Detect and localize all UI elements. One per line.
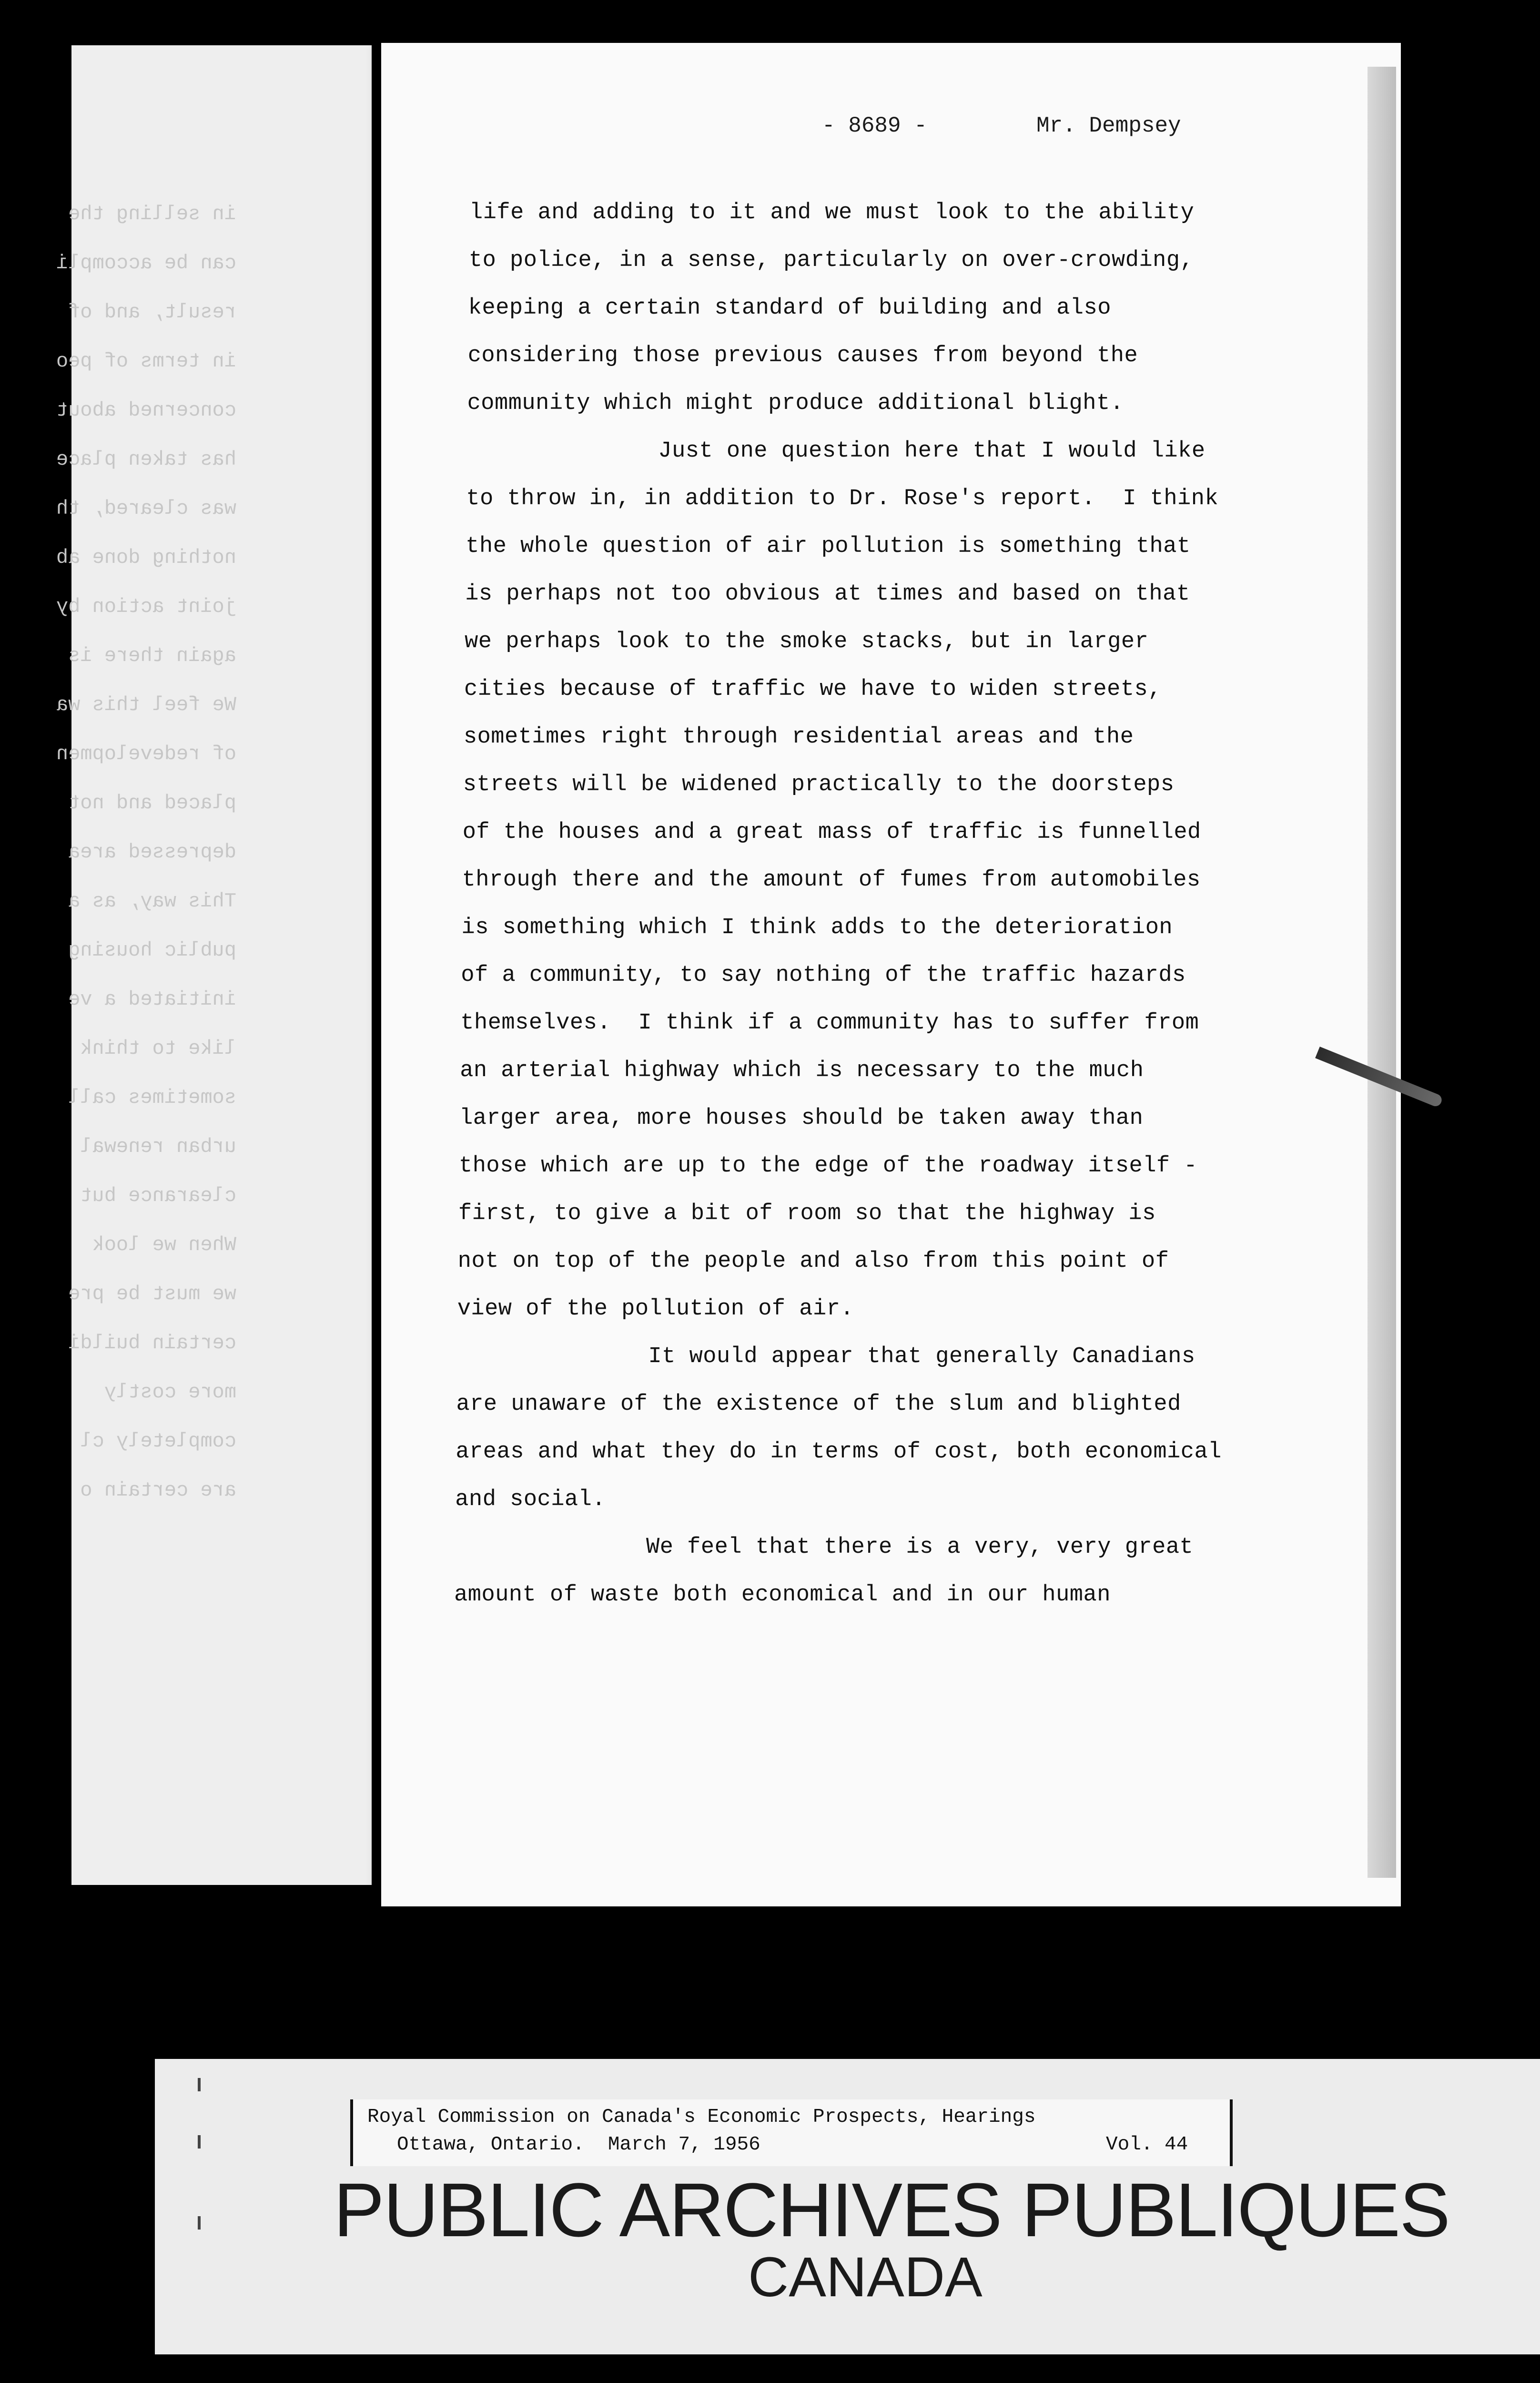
transcript-line: cities because of traffic we have to widen streets, — [464, 677, 1162, 702]
previous-page-line: clearance but — [80, 1184, 236, 1207]
transcript-line: life and adding to it and we must look to the ability — [469, 200, 1195, 225]
previous-page-line: has taken place — [56, 448, 236, 471]
transcript-line: first, to give a bit of room so that the highway is — [458, 1201, 1156, 1226]
transcript-line: not on top of the people and also from this point of — [457, 1249, 1169, 1274]
previous-page-line: sometimes call — [68, 1086, 236, 1109]
transcript-line: is something which I think adds to the deterioration — [461, 915, 1173, 940]
transcript-line: community which might produce additional blight. — [467, 391, 1124, 416]
previous-page-line: urban renewal — [80, 1135, 236, 1158]
previous-page-line: was cleared, th — [56, 497, 236, 520]
transcript-line: we perhaps look to the smoke stacks, but in larger — [465, 629, 1149, 654]
previous-page-line: in selling the — [68, 203, 236, 225]
transcript-line: It would appear that generally Canadians — [456, 1344, 1196, 1369]
document-page — [381, 43, 1401, 1906]
previous-page-line: more costly — [104, 1381, 236, 1404]
previous-page-line: can be accompli — [56, 252, 236, 275]
previous-page-line: This way, as a — [68, 890, 236, 913]
transcript-line: of a community, to say nothing of the traffic hazards — [461, 963, 1186, 988]
transcript-line: of the houses and a great mass of traffic is funnelled — [462, 820, 1201, 845]
transcript-line: areas and what they do in terms of cost, both economical — [456, 1439, 1222, 1465]
transcript-line: We feel that there is a very, very great — [455, 1535, 1194, 1560]
previous-page-line: like to think — [80, 1037, 236, 1060]
previous-page-line: we must be pre — [68, 1283, 236, 1305]
transcript-line: to throw in, in addition to Dr. Rose's report. I think — [466, 486, 1219, 511]
archives-country: CANADA — [748, 2246, 983, 2309]
previous-page-line: in terms of peo — [56, 350, 236, 373]
previous-page-line: initiated a ve — [68, 988, 236, 1011]
previous-page-line: of redevelopmen — [56, 743, 236, 765]
transcript-line: Just one question here that I would like — [466, 438, 1206, 464]
transcript-line: through there and the amount of fumes from automobiles — [462, 867, 1201, 893]
caption-commission: Royal Commission on Canada's Economic Prospects, Hearings — [367, 2106, 1036, 2128]
transcript-line: larger area, more houses should be taken away than — [459, 1106, 1144, 1131]
transcript-line: sometimes right through residential areas and the — [463, 724, 1134, 750]
previous-page-line: When we look — [92, 1233, 236, 1256]
previous-page-line: concerned about — [56, 399, 236, 422]
page-number: - 8689 - — [822, 113, 927, 138]
previous-page-line: placed and not — [68, 792, 236, 815]
transcript-line: considering those previous causes from beyond the — [467, 343, 1138, 368]
speaker-name: Mr. Dempsey — [1036, 113, 1181, 138]
previous-page-line: joint action by — [56, 595, 236, 618]
transcript-line: are unaware of the existence of the slum and blighted — [456, 1392, 1181, 1417]
transcript-line: the whole question of air pollution is something that — [466, 534, 1191, 559]
archives-title: PUBLIC ARCHIVES PUBLIQUES — [334, 2167, 1449, 2252]
transcript-line: and social. — [455, 1487, 606, 1512]
previous-page-line: again there is — [68, 644, 236, 667]
transcript-line: themselves. I think if a community has to suffer from — [460, 1010, 1199, 1036]
previous-page-line: are certain o — [80, 1479, 236, 1502]
previous-page-line: public housing — [68, 939, 236, 962]
transcript-line: view of the pollution of air. — [457, 1296, 854, 1322]
previous-page-line: completely cl — [80, 1430, 236, 1453]
previous-page-line: We feel this wa — [56, 693, 236, 716]
caption-place-date: Ottawa, Ontario. March 7, 1956 — [397, 2134, 760, 2156]
transcript-line: is perhaps not too obvious at times and based on that — [465, 581, 1190, 607]
previous-page-line: certain buildi — [68, 1332, 236, 1354]
caption-volume: Vol. 44 — [1106, 2134, 1188, 2156]
transcript-line: an arterial highway which is necessary to the much — [460, 1058, 1144, 1083]
transcript-line: those which are up to the edge of the roadway itself - — [459, 1153, 1198, 1179]
page-stack-edge — [1368, 67, 1396, 1878]
transcript-line: keeping a certain standard of building and also — [468, 295, 1111, 321]
transcript-line: to police, in a sense, particularly on over-crowding, — [468, 248, 1194, 273]
previous-page-line: nothing done ab — [56, 546, 236, 569]
previous-page-line: result, and of — [68, 301, 236, 324]
archive-caption — [350, 2099, 1233, 2166]
previous-page — [56, 45, 372, 1885]
transcript-line: amount of waste both economical and in our human — [454, 1582, 1111, 1608]
previous-page-line: depressed area — [68, 841, 236, 864]
transcript-line: streets will be widened practically to the doorsteps — [463, 772, 1175, 797]
